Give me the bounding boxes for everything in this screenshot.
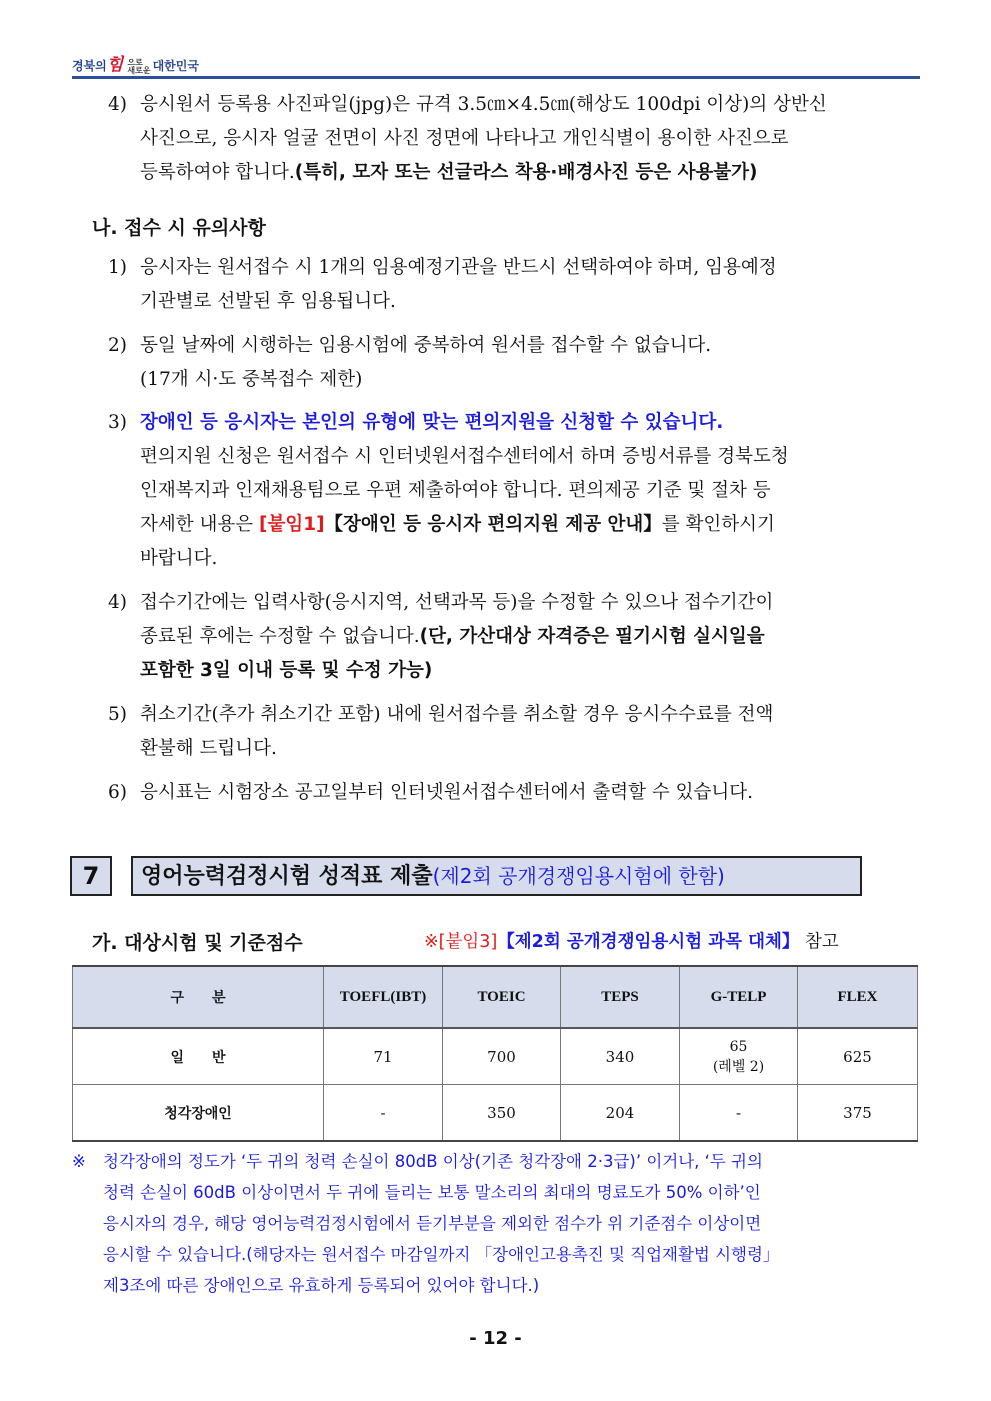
item-line: 응시표는 시험장소 공고일부터 인터넷원서접수센터에서 출력할 수 있습니다. bbox=[140, 782, 754, 803]
item-number: 4) bbox=[108, 94, 127, 115]
note-line: 응시할 수 있습니다.(해당자는 원서접수 마감일까지 「장애인고용촉진 및 직업재활법 시행령」 bbox=[103, 1245, 780, 1264]
ref-bold-text: 【제2회 공개경쟁임용시험 과목 대체】 bbox=[497, 932, 800, 952]
item-line: 접수기간에는 입력사항(응시지역, 선택과목 등)을 수정할 수 있으나 접수기간이 bbox=[140, 592, 774, 613]
item-line: 동일 날짜에 시행하는 임용시험에 중복하여 원서를 접수할 수 없습니다. bbox=[140, 335, 712, 356]
item-line bbox=[140, 156, 923, 190]
table-header-cell: G-TELP bbox=[680, 966, 798, 1028]
table-header-cell: FLEX bbox=[798, 966, 918, 1028]
attachment-ref: [붙임1] bbox=[259, 514, 325, 535]
section-number-box: 7 bbox=[70, 856, 112, 896]
table-cell: - bbox=[680, 1085, 798, 1142]
item-bold-text: 【장애인 등 응시자 편의지원 제공 안내】 bbox=[324, 514, 662, 535]
note-line: 응시자의 경우, 해당 영어능력검정시험에서 듣기부분을 제외한 점수가 위 기준점수 이상이면 bbox=[103, 1214, 762, 1233]
item-b4 bbox=[108, 586, 923, 688]
item-line-highlight: 장애인 등 응시자는 본인의 유형에 맞는 편의지원을 신청할 수 있습니다. bbox=[140, 412, 724, 433]
table-cell: 71 bbox=[324, 1028, 443, 1085]
section-7a-title: 가. 대상시험 및 기준점수 bbox=[92, 932, 303, 954]
table-row-label: 청각장애인 bbox=[73, 1085, 324, 1142]
table-cell: 700 bbox=[443, 1028, 561, 1085]
attachment-ref: [붙임3] bbox=[438, 932, 498, 952]
note-line: 제3조에 따른 장애인으로 유효하게 등록되어 있어야 합니다.) bbox=[103, 1276, 540, 1295]
item-text: 자세한 내용은 bbox=[140, 514, 259, 535]
item-a4 bbox=[108, 88, 923, 190]
item-line: 취소기간(추가 취소기간 포함) 내에 원서접수를 취소할 경우 응시수수료를 전액 bbox=[140, 704, 774, 725]
item-b3 bbox=[108, 406, 923, 576]
item-text: 를 확인하시기 bbox=[661, 514, 775, 535]
table-header-row bbox=[73, 966, 918, 1028]
table-cell-subvalue: (레벨 2) bbox=[712, 1058, 765, 1075]
logo-text-2: 힘 bbox=[106, 55, 124, 75]
table-cell: 625 bbox=[798, 1028, 918, 1085]
item-b2 bbox=[108, 329, 923, 397]
item-line: 사진으로, 응시자 얼굴 전면이 사진 정면에 나타나고 개인식별이 용이한 사진으로 bbox=[140, 128, 789, 149]
section-b-title: 나. 접수 시 유의사항 bbox=[92, 217, 266, 239]
item-bold-text: (특히, 모자 또는 선글라스 착용·배경사진 등은 사용불가) bbox=[294, 162, 758, 183]
item-line: (17개 시·도 중복접수 제한) bbox=[140, 369, 363, 390]
logo-text-4: 새로운 bbox=[127, 65, 151, 75]
item-b5 bbox=[108, 698, 923, 766]
item-b6 bbox=[108, 776, 923, 810]
table-header-cell: TOEIC bbox=[443, 966, 561, 1028]
item-line: 바랍니다. bbox=[140, 548, 218, 569]
table-row-label: 일 반 bbox=[73, 1028, 324, 1085]
item-line: 환불해 드립니다. bbox=[140, 738, 277, 759]
table-cell: 375 bbox=[798, 1085, 918, 1142]
item-line: 응시자는 원서접수 시 1개의 임용예정기관을 반드시 선택하여야 하며, 임용예정 bbox=[140, 257, 777, 278]
item-line bbox=[140, 508, 923, 542]
hearing-impaired-note bbox=[72, 1146, 920, 1301]
note-line: 청각장애의 정도가 ‘두 귀의 청력 손실이 80dB 이상(기존 청각장애 2·3급)’ 이거나, ‘두 귀의 bbox=[103, 1152, 763, 1171]
section-subtitle: (제2회 공개경쟁임용시험에 한함) bbox=[432, 864, 725, 888]
score-table bbox=[72, 965, 918, 1142]
page-number: - 12 - bbox=[469, 1328, 522, 1349]
section-title-box bbox=[131, 856, 862, 896]
section-title: 영어능력검정시험 성적표 제출 bbox=[141, 864, 433, 889]
gyeongbuk-logo bbox=[72, 50, 199, 75]
item-line-bold: 포함한 3일 이내 등록 및 수정 가능) bbox=[140, 660, 433, 681]
logo-text-3: 으로 bbox=[127, 57, 143, 67]
item-number: 2) bbox=[108, 335, 127, 356]
table-header-cell: 구 분 bbox=[73, 966, 324, 1028]
table-row bbox=[73, 1028, 918, 1085]
table-cell-value: 65 bbox=[729, 1038, 748, 1055]
table-cell: 340 bbox=[561, 1028, 680, 1085]
item-number: 6) bbox=[108, 782, 127, 803]
ref-text: 참고 bbox=[804, 932, 839, 952]
item-number: 4) bbox=[108, 592, 127, 613]
item-line: 기관별로 선발된 후 임용됩니다. bbox=[140, 291, 396, 312]
logo-text-5: 대한민국 bbox=[152, 59, 199, 73]
table-cell: 204 bbox=[561, 1085, 680, 1142]
item-line bbox=[140, 620, 923, 654]
logo-text-1: 경북의 bbox=[72, 59, 107, 73]
item-text: 종료된 후에는 수정할 수 없습니다. bbox=[140, 626, 420, 647]
table-header-cell: TOEFL(IBT) bbox=[324, 966, 443, 1028]
header-rule bbox=[72, 76, 920, 79]
item-line: 편의지원 신청은 원서접수 시 인터넷원서접수센터에서 하며 증빙서류를 경북도청 bbox=[140, 446, 789, 467]
item-number: 5) bbox=[108, 704, 127, 725]
ref-mark: ※ bbox=[424, 932, 439, 952]
logo-small-text bbox=[127, 59, 150, 75]
table-row bbox=[73, 1085, 918, 1142]
page-header bbox=[72, 44, 920, 84]
item-line: 인재복지과 인재채용팀으로 우편 제출하여야 합니다. 편의제공 기준 및 절차 등 bbox=[140, 480, 771, 501]
item-bold-text: (단, 가산대상 자격증은 필기시험 실시일을 bbox=[419, 626, 765, 647]
item-text: 등록하여야 합니다. bbox=[140, 162, 295, 183]
item-line: 응시원서 등록용 사진파일(jpg)은 규격 3.5㎝×4.5㎝(해상도 100dpi 이상)의 상반신 bbox=[140, 94, 827, 115]
note-mark: ※ bbox=[72, 1152, 86, 1171]
item-number: 3) bbox=[108, 412, 127, 433]
item-b1 bbox=[108, 251, 923, 319]
reference-note bbox=[424, 928, 839, 953]
item-number: 1) bbox=[108, 257, 127, 278]
table-cell: 350 bbox=[443, 1085, 561, 1142]
table-cell bbox=[680, 1028, 798, 1085]
note-line: 청력 손실이 60dB 이상이면서 두 귀에 들리는 보통 말소리의 최대의 명료도가 50% 이하’인 bbox=[103, 1183, 761, 1202]
table-cell: - bbox=[324, 1085, 443, 1142]
table-header-cell: TEPS bbox=[561, 966, 680, 1028]
